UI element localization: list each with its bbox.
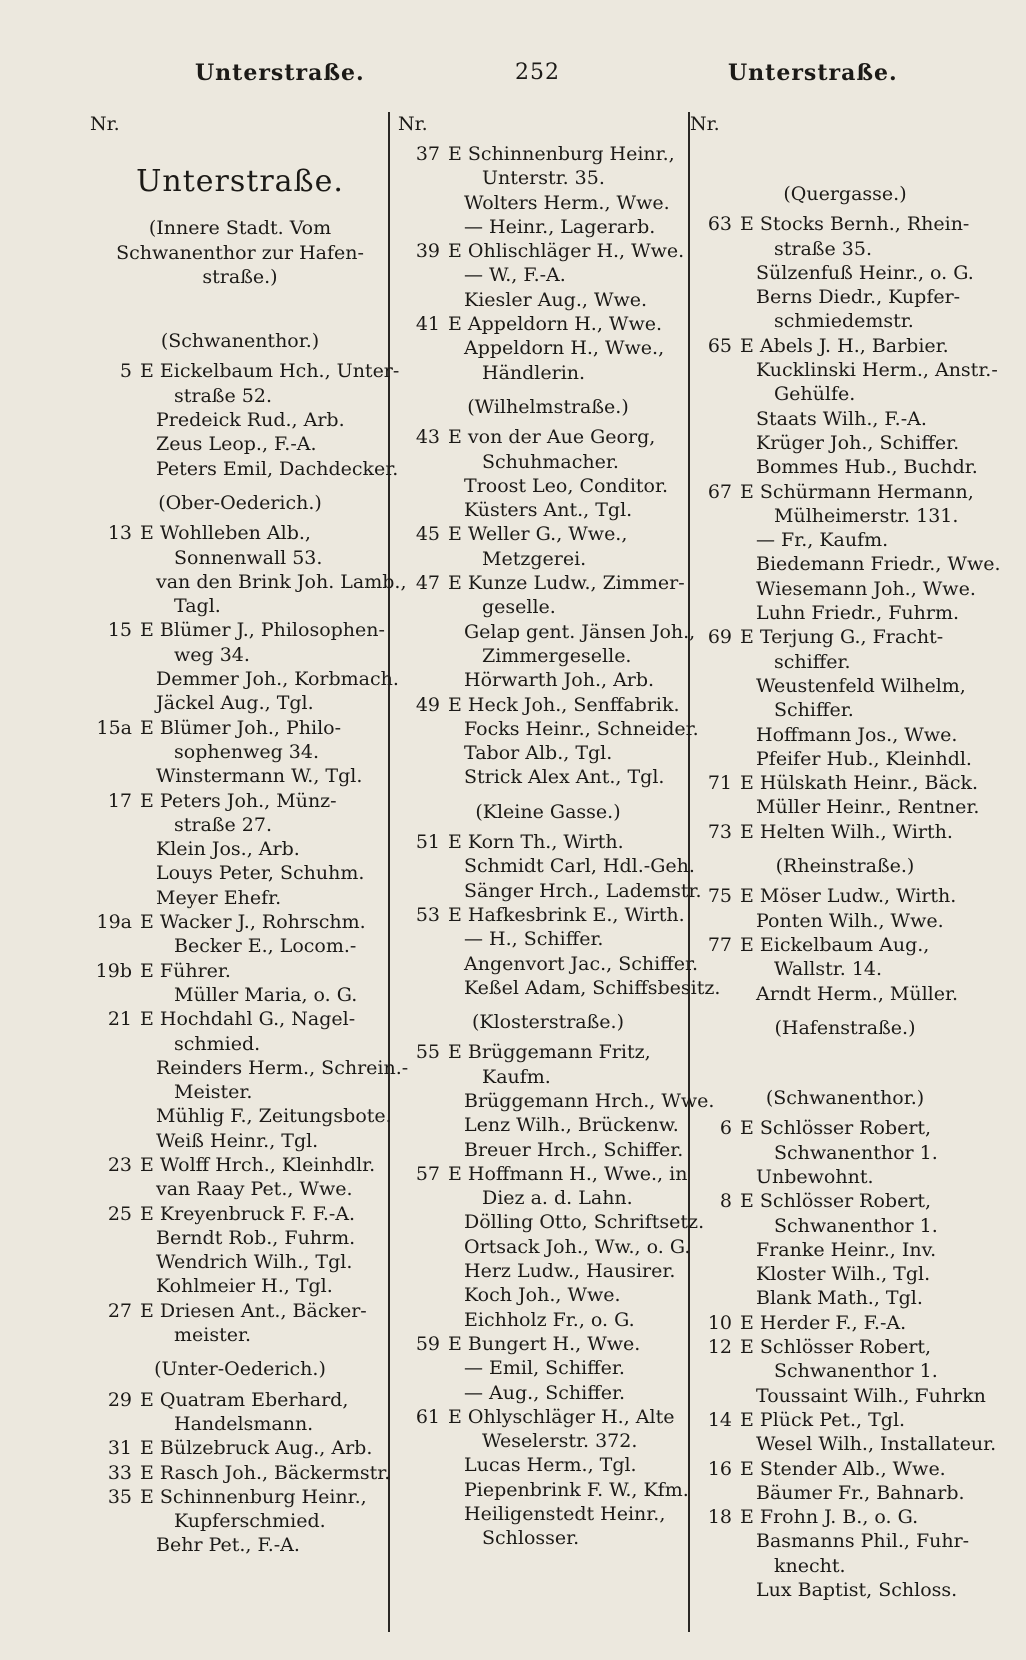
- resident-line: Dölling Otto, Schriftsetz.: [464, 1211, 705, 1234]
- house-number: 71: [707, 772, 732, 795]
- house-number: 17: [107, 789, 132, 812]
- resident-line: Berndt Rob., Fuhrm.: [156, 1226, 356, 1249]
- house-entry: [690, 625, 1000, 649]
- house-entry: [398, 1405, 698, 1429]
- continuation-line: Kaufm.: [482, 1065, 551, 1088]
- resident-line: Wolters Herm., Wwe.: [464, 191, 670, 214]
- continuation-line: Weselerstr. 372.: [482, 1430, 638, 1453]
- continuation-line: Kupferschmied.: [174, 1510, 326, 1533]
- resident-line: Pfeifer Hub., Kleinhdl.: [756, 747, 972, 770]
- nr-label: Nr.: [90, 113, 120, 135]
- house-entry: [398, 425, 698, 449]
- house-number: 31: [107, 1437, 132, 1460]
- resident-text: E Ohlischläger H., Wwe.: [448, 240, 685, 263]
- resident-line: Kloster Wilh., Tgl.: [756, 1263, 931, 1286]
- house-entry: [398, 1162, 698, 1186]
- resident-text: E Abels J. H., Barbier.: [740, 334, 949, 357]
- house-entry: [398, 903, 698, 927]
- house-entry: [690, 933, 1000, 957]
- continuation-line: Diez a. d. Lahn.: [482, 1187, 633, 1210]
- cross-street-heading: (Rheinstraße.): [775, 855, 915, 878]
- house-entry: [90, 1461, 390, 1485]
- cross-street-heading: (Schwanenthor.): [765, 1087, 925, 1110]
- cross-street-heading: (Wilhelmstraße.): [467, 395, 629, 418]
- resident-line: van den Brink Joh. Lamb.,: [156, 570, 407, 593]
- spacer: [690, 142, 1000, 172]
- house-entry: [398, 239, 698, 263]
- continuation-line: Wallstr. 14.: [774, 958, 883, 981]
- resident-line: Zeus Leop., F.-A.: [156, 433, 317, 456]
- house-entry: [90, 1153, 390, 1177]
- continuation-line: Sonnenwall 53.: [174, 546, 323, 569]
- resident-line: Biedemann Friedr., Wwe.: [756, 553, 1001, 576]
- house-entry: [90, 1299, 390, 1323]
- resident-line: Arndt Herm., Müller.: [756, 982, 959, 1005]
- resident-line: Unbewohnt.: [756, 1165, 874, 1188]
- house-entry: [398, 830, 698, 854]
- house-number: 55: [415, 1041, 440, 1064]
- house-entry: [398, 312, 698, 336]
- resident-line: Winstermann W., Tgl.: [156, 765, 363, 788]
- resident-text: E Heck Joh., Senffabrik.: [448, 693, 680, 716]
- house-number: 10: [707, 1311, 732, 1334]
- house-entry: [690, 334, 1000, 358]
- resident-text: E Appeldorn H., Wwe.: [448, 313, 663, 336]
- house-entry: [690, 1311, 1000, 1335]
- resident-line: Lucas Herm., Tgl.: [464, 1454, 637, 1477]
- resident-text: E Weller G., Wwe.,: [448, 523, 628, 546]
- resident-text: E Schinnenburg Heinr.,: [140, 1485, 367, 1508]
- cross-street-heading: (Unter-Oederich.): [154, 1358, 326, 1381]
- resident-line: Ortsack Joh., Ww., o. G.: [464, 1235, 691, 1258]
- continuation-line: geselle.: [482, 596, 556, 619]
- continuation-line: Metzgerei.: [482, 547, 587, 570]
- house-entry: [690, 884, 1000, 908]
- resident-line: van Raay Pet., Wwe.: [156, 1178, 353, 1201]
- house-number: 49: [415, 693, 440, 716]
- resident-line: Luhn Friedr., Fuhrm.: [756, 602, 960, 625]
- continuation-line: Tagl.: [174, 595, 221, 618]
- resident-text: E Brüggemann Fritz,: [448, 1041, 651, 1064]
- house-entry: [690, 1505, 1000, 1529]
- continuation-line: schmied.: [174, 1032, 261, 1055]
- resident-line: Sänger Hrch., Lademstr.: [464, 879, 702, 902]
- house-number: 15: [107, 619, 132, 642]
- resident-text: E Kunze Ludw., Zimmer-: [448, 572, 685, 595]
- resident-text: E Wacker J., Rohrschm.: [140, 911, 366, 934]
- resident-text: E Stocks Bernh., Rhein-: [740, 213, 970, 236]
- house-number: 8: [719, 1190, 732, 1213]
- resident-text: E Hafkesbrink E., Wirth.: [448, 903, 685, 926]
- continuation-line: Zimmergeselle.: [482, 644, 632, 667]
- resident-line: Kohlmeier H., Tgl.: [156, 1275, 333, 1298]
- resident-line: Reinders Herm., Schrein.-: [156, 1056, 409, 1079]
- house-number: 6: [719, 1117, 732, 1140]
- resident-line: Troost Leo, Conditor.: [464, 474, 668, 497]
- continuation-line: Schwanenthor 1.: [774, 1214, 938, 1237]
- resident-text: E Driesen Ant., Bäcker-: [140, 1299, 367, 1322]
- street-description: (Innere Stadt. Vom: [148, 217, 332, 240]
- house-number: 75: [707, 885, 732, 908]
- house-number: 61: [415, 1405, 440, 1428]
- house-number: 29: [107, 1388, 132, 1411]
- resident-text: E Ohlyschläger H., Alte: [448, 1405, 675, 1428]
- house-number: 25: [107, 1202, 132, 1225]
- continuation-line: Meister.: [174, 1081, 253, 1104]
- resident-line: — Heinr., Lagerarb.: [464, 215, 656, 238]
- resident-text: E Plück Pet., Tgl.: [740, 1408, 906, 1431]
- continuation-line: Mülheimerstr. 131.: [774, 504, 959, 527]
- resident-line: Gelap gent. Jänsen Joh.,: [464, 620, 696, 643]
- continuation-line: Schwanenthor 1.: [774, 1141, 938, 1164]
- resident-text: E Helten Wilh., Wirth.: [740, 820, 953, 843]
- house-entry: [90, 1436, 390, 1460]
- continuation-line: straße 35.: [774, 237, 872, 260]
- resident-line: Blank Math., Tgl.: [756, 1287, 923, 1310]
- resident-line: Appeldorn H., Wwe.,: [464, 337, 665, 360]
- resident-line: Brüggemann Hrch., Wwe.: [464, 1089, 715, 1112]
- street-title: Unterstraße.: [136, 164, 344, 199]
- continuation-line: Unterstr. 35.: [482, 167, 605, 190]
- resident-line: Koch Joh., Wwe.: [464, 1284, 621, 1307]
- spacer: [90, 289, 390, 319]
- house-entry: [90, 359, 400, 383]
- house-entry: [398, 1040, 698, 1064]
- continuation-line: meister.: [174, 1324, 252, 1347]
- continuation-line: knecht.: [774, 1554, 846, 1577]
- continuation-line: sophenweg 34.: [174, 740, 319, 763]
- resident-line: Kiesler Aug., Wwe.: [464, 288, 648, 311]
- resident-line: Weustenfeld Wilhelm,: [756, 674, 966, 697]
- resident-line: Staats Wilh., F.-A.: [756, 407, 927, 430]
- house-number: 21: [107, 1008, 132, 1031]
- resident-line: — Fr., Kaufm.: [756, 529, 889, 552]
- house-entry: [690, 820, 1000, 844]
- resident-text: E Terjung G., Fracht-: [740, 626, 944, 649]
- resident-text: E Wohlleben Alb.,: [140, 522, 311, 545]
- house-number: 51: [415, 831, 440, 854]
- house-entry: [90, 910, 390, 934]
- column-3: [690, 112, 1000, 1602]
- resident-line: Heiligenstedt Heinr.,: [464, 1503, 666, 1526]
- house-entry: [398, 693, 698, 717]
- house-entry: [690, 771, 1000, 795]
- resident-line: Hörwarth Joh., Arb.: [464, 669, 655, 692]
- house-number: 35: [107, 1485, 132, 1508]
- house-number: 14: [707, 1408, 732, 1431]
- house-entry: [90, 959, 390, 983]
- column-1: [90, 112, 409, 1558]
- house-entry: [90, 1485, 390, 1509]
- continuation-line: weg 34.: [174, 643, 250, 666]
- resident-text: E Blümer Joh., Philo-: [140, 716, 342, 739]
- resident-line: Predeick Rud., Arb.: [156, 409, 345, 432]
- resident-line: Breuer Hrch., Schiffer.: [464, 1138, 684, 1161]
- house-entry: [90, 716, 390, 740]
- resident-line: Wiesemann Joh., Wwe.: [756, 577, 976, 600]
- resident-text: E Herder F., F.-A.: [740, 1311, 907, 1334]
- house-number: 67: [707, 480, 732, 503]
- resident-line: — H., Schiffer.: [464, 928, 604, 951]
- resident-text: E Stender Alb., Wwe.: [740, 1457, 946, 1480]
- continuation-line: Müller Maria, o. G.: [174, 983, 358, 1006]
- resident-text: E Möser Ludw., Wirth.: [740, 885, 957, 908]
- resident-line: Behr Pet., F.-A.: [156, 1534, 300, 1557]
- house-number: 43: [415, 426, 440, 449]
- house-number: 19a: [96, 911, 132, 934]
- resident-text: E Frohn J. B., o. G.: [740, 1506, 919, 1529]
- house-number: 63: [707, 213, 732, 236]
- house-entry: [90, 1007, 390, 1031]
- spacer: [690, 1046, 1000, 1076]
- house-number: 73: [707, 820, 732, 843]
- house-number: 5: [119, 360, 132, 383]
- house-number: 77: [707, 933, 732, 956]
- house-number: 39: [415, 240, 440, 263]
- resident-line: Franke Heinr., Inv.: [756, 1238, 937, 1261]
- continuation-line: schiffer.: [774, 650, 851, 673]
- resident-text: E Korn Th., Wirth.: [448, 831, 624, 854]
- resident-line: Klein Jos., Arb.: [156, 838, 300, 861]
- resident-line: Keßel Adam, Schiffsbesitz.: [464, 976, 721, 999]
- resident-text: E von der Aue Georg,: [448, 426, 656, 449]
- house-entry: [690, 1457, 1000, 1481]
- house-number: 13: [107, 522, 132, 545]
- house-entry: [90, 1388, 390, 1412]
- resident-line: Strick Alex Ant., Tgl.: [464, 766, 665, 789]
- house-entry: [690, 1116, 1000, 1140]
- nr-label: Nr.: [690, 113, 720, 135]
- resident-line: Wendrich Wilh., Tgl.: [156, 1251, 353, 1274]
- resident-line: — Emil, Schiffer.: [464, 1357, 625, 1380]
- house-number: 59: [415, 1332, 440, 1355]
- resident-line: Sülzenfuß Heinr., o. G.: [756, 261, 974, 284]
- resident-line: Lux Baptist, Schloss.: [756, 1579, 958, 1602]
- house-number: 33: [107, 1461, 132, 1484]
- house-entry: [690, 1335, 1000, 1359]
- resident-text: E Blümer J., Philosophen-: [140, 619, 385, 642]
- page-number: 252: [515, 60, 560, 85]
- house-entry: [690, 1189, 1000, 1213]
- continuation-line: Schuhmacher.: [482, 450, 619, 473]
- continuation-line: Schlosser.: [482, 1527, 580, 1550]
- house-number: 57: [415, 1162, 440, 1185]
- house-number: 19b: [95, 959, 132, 982]
- resident-text: E Schinnenburg Heinr.,: [448, 143, 675, 165]
- resident-line: Jäckel Aug., Tgl.: [156, 692, 314, 715]
- house-number: 15a: [96, 716, 132, 739]
- resident-text: E Peters Joh., Münz-: [140, 789, 337, 812]
- continuation-line: Schwanenthor 1.: [774, 1360, 938, 1383]
- house-number: 27: [107, 1299, 132, 1322]
- resident-line: Ponten Wilh., Wwe.: [756, 909, 944, 932]
- resident-line: Berns Diedr., Kupfer-: [756, 286, 961, 309]
- resident-line: — W., F.-A.: [464, 264, 566, 287]
- house-entry: [690, 212, 1000, 236]
- resident-text: E Schlösser Robert,: [740, 1117, 932, 1140]
- resident-line: Peters Emil, Dachdecker.: [156, 457, 399, 480]
- resident-text: E Bungert H., Wwe.: [448, 1332, 641, 1355]
- resident-line: Eichholz Fr., o. G.: [464, 1308, 635, 1331]
- continuation-line: Schiffer.: [774, 699, 854, 722]
- house-number: 47: [415, 572, 440, 595]
- continuation-line: Becker E., Locom.-: [174, 935, 357, 958]
- resident-line: Basmanns Phil., Fuhr-: [756, 1530, 970, 1553]
- house-number: 65: [707, 334, 732, 357]
- street-description: Schwanenthor zur Hafen-: [116, 241, 364, 264]
- house-entry: [90, 1202, 390, 1226]
- resident-text: E Kreyenbruck F. F.-A.: [140, 1202, 356, 1225]
- resident-text: E Schlösser Robert,: [740, 1190, 932, 1213]
- continuation-line: Händlerin.: [482, 361, 586, 384]
- resident-line: Weiß Heinr., Tgl.: [156, 1129, 319, 1152]
- resident-line: Lenz Wilh., Brückenw.: [464, 1114, 679, 1137]
- resident-text: E Eickelbaum Hch., Unter-: [140, 360, 400, 383]
- house-entry: [398, 522, 698, 546]
- resident-line: Kucklinski Herm., Anstr.-: [756, 359, 998, 382]
- continuation-line: Gehülfe.: [774, 383, 856, 406]
- house-entry: [398, 571, 698, 595]
- cross-street-heading: (Quergasse.): [783, 183, 907, 205]
- house-number: 53: [415, 903, 440, 926]
- house-number: 12: [707, 1336, 732, 1359]
- running-header-left: Unterstraße.: [195, 60, 365, 86]
- resident-text: E Bülzebruck Aug., Arb.: [140, 1437, 373, 1460]
- resident-line: Bommes Hub., Buchdr.: [756, 456, 978, 479]
- resident-line: Focks Heinr., Schneider.: [464, 717, 699, 740]
- resident-line: — Aug., Schiffer.: [464, 1381, 626, 1404]
- house-entry: [690, 480, 1000, 504]
- resident-text: E Eickelbaum Aug.,: [740, 933, 930, 956]
- resident-line: Demmer Joh., Korbmach.: [156, 668, 399, 691]
- house-entry: [690, 1408, 1000, 1432]
- continuation-line: straße 27.: [174, 813, 272, 836]
- house-number: 45: [415, 523, 440, 546]
- house-number: 18: [707, 1506, 732, 1529]
- resident-line: Mühlig F., Zeitungsbote.: [156, 1105, 392, 1128]
- house-number: 69: [707, 626, 732, 649]
- resident-text: E Schlösser Robert,: [740, 1336, 932, 1359]
- house-number: 41: [415, 313, 440, 336]
- resident-line: Schmidt Carl, Hdl.-Geh.: [464, 855, 695, 878]
- resident-text: E Führer.: [140, 959, 231, 982]
- resident-line: Angenvort Jac., Schiffer.: [464, 952, 698, 975]
- cross-street-heading: (Schwanenthor.): [160, 330, 320, 353]
- house-number: 37: [415, 143, 440, 165]
- house-entry: [398, 142, 698, 166]
- house-entry: [90, 618, 390, 642]
- resident-text: E Schürmann Hermann,: [740, 480, 974, 503]
- resident-line: Toussaint Wilh., Fuhrkn: [756, 1384, 986, 1407]
- house-entry: [398, 1332, 698, 1356]
- resident-text: E Hochdahl G., Nagel-: [140, 1008, 356, 1031]
- resident-line: Hoffmann Jos., Wwe.: [756, 723, 958, 746]
- cross-street-heading: (Klosterstraße.): [471, 1011, 625, 1034]
- resident-line: Louys Peter, Schuhm.: [156, 862, 365, 885]
- continuation-line: schmiedemstr.: [774, 310, 914, 333]
- resident-text: E Hülskath Heinr., Bäck.: [740, 772, 979, 795]
- house-entry: [90, 789, 390, 813]
- house-entry: [90, 521, 390, 545]
- house-number: 16: [707, 1457, 732, 1480]
- street-description: straße.): [202, 265, 278, 288]
- resident-text: E Rasch Joh., Bäckermstr.: [140, 1461, 391, 1484]
- resident-line: Bäumer Fr., Bahnarb.: [756, 1481, 965, 1504]
- continuation-line: Handelsmann.: [174, 1412, 314, 1435]
- house-number: 23: [107, 1153, 132, 1176]
- cross-street-heading: (Kleine Gasse.): [475, 800, 621, 823]
- resident-text: E Hoffmann H., Wwe., in: [448, 1162, 688, 1185]
- resident-line: Herz Ludw., Hausirer.: [464, 1260, 676, 1283]
- resident-line: Krüger Joh., Schiffer.: [756, 431, 960, 454]
- continuation-line: straße 52.: [174, 384, 272, 407]
- resident-text: E Quatram Eberhard,: [140, 1388, 349, 1411]
- running-header-right: Unterstraße.: [728, 60, 898, 86]
- cross-street-heading: (Hafenstraße.): [774, 1016, 916, 1039]
- resident-text: E Wolff Hrch., Kleinhdlr.: [140, 1153, 376, 1176]
- resident-line: Müller Heinr., Rentner.: [756, 796, 980, 819]
- resident-line: Meyer Ehefr.: [156, 886, 282, 909]
- nr-label: Nr.: [398, 113, 428, 135]
- resident-line: Tabor Alb., Tgl.: [464, 742, 613, 765]
- resident-line: Küsters Ant., Tgl.: [464, 499, 633, 522]
- resident-line: Wesel Wilh., Installateur.: [756, 1433, 997, 1456]
- resident-line: Piepenbrink F. W., Kfm.: [464, 1478, 689, 1501]
- cross-street-heading: (Ober-Oederich.): [158, 491, 322, 514]
